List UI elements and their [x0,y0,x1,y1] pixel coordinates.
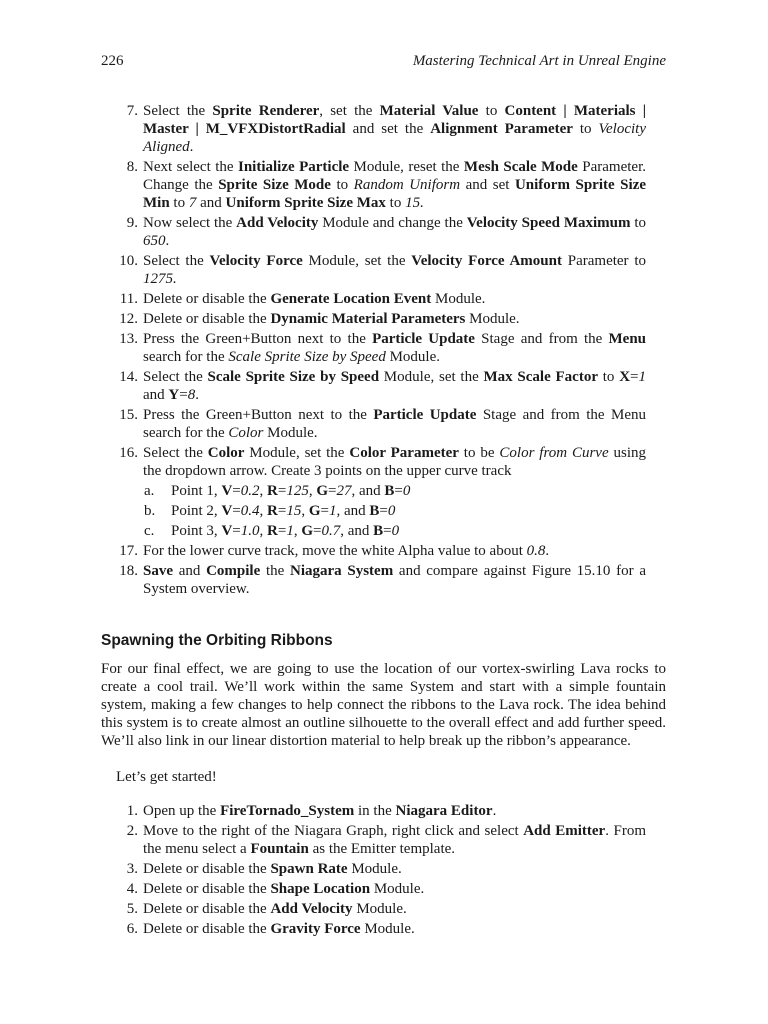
step-text [143,881,424,897]
step-item [101,802,646,820]
text-run: Press the Green+Button next to the [143,331,373,347]
step-text [143,803,496,819]
text-run: . From the menu select a [143,823,646,857]
text-run: Now select the [143,215,237,231]
text-run: . [492,803,497,819]
bold-term: Spawn Rate [270,861,348,877]
bold-term: Particle Update [373,407,477,423]
text-run: = [232,523,241,539]
bold-term: Velocity Force [209,253,303,269]
bold-term: Add Emitter [523,823,606,839]
step-item [101,920,646,938]
text-run: and set the [345,121,431,137]
step-text [143,543,549,559]
step-list-1 [101,102,646,600]
bold-term: G [308,503,321,519]
text-run: Point 3, [171,523,222,539]
bold-term: Uniform Sprite Size Max [225,195,386,211]
text-run: Stage and from the [474,331,609,347]
bold-term: Scale Sprite Size by Speed [207,369,380,385]
italic-value: Color from Curve [499,445,609,461]
bold-term: Sprite Size Mode [218,177,331,193]
step-item [101,900,646,918]
bold-term: Y [168,387,180,403]
running-title: Mastering Technical Art in Unreal Engine [412,53,666,69]
step-number: 6. [126,921,138,937]
sub-step-label: c. [144,523,155,539]
italic-value: 15. [405,195,424,211]
step-text [143,407,646,441]
italic-value: 1 [328,503,337,519]
text-run: Module. [370,881,425,897]
text-run: = [232,503,241,519]
text-run: , [293,523,302,539]
text-run: Open up the [143,803,221,819]
step-item [101,406,646,442]
text-run: = [277,483,287,499]
text-run: using the dropdown arrow. Create 3 points on the upper curve track [143,445,647,479]
bold-term: Velocity Speed Maximum [466,215,631,231]
step-number: 12. [119,311,138,327]
italic-value: 1 [286,523,294,539]
bold-term: FireTornado_System [220,803,355,819]
text-run: to [630,215,647,231]
step-number: 11. [119,291,138,307]
text-run: . [545,543,550,559]
bold-term: Dynamic Material Parameters [270,311,466,327]
italic-value: 7 [188,195,197,211]
text-run: and [173,563,207,579]
text-run: Select the [143,369,208,385]
bold-term: Add Velocity [270,901,353,917]
text-run: . [165,233,170,249]
step-text [143,369,646,403]
text-run: Module, set the [244,445,350,461]
italic-value: 1 [638,369,646,385]
bold-term: R [267,483,278,499]
italic-value: Random Uniform [353,177,461,193]
running-header [101,53,666,73]
step-text [143,563,646,597]
text-run: to [597,369,620,385]
step-text [143,901,407,917]
text-run: and compare against Figure 15.10 for a System overview. [143,563,646,597]
step-text [143,159,646,211]
step-item [101,368,646,404]
bold-term: R [267,523,278,539]
bold-term: G [316,483,328,499]
italic-value: 0 [402,483,411,499]
step-number: 7. [126,103,138,119]
bold-term: Uniform Sprite Size Min [143,177,647,211]
section-heading: Spawning the Orbiting Ribbons [101,632,333,649]
text-run: in the [354,803,396,819]
bold-term: Shape Location [270,881,371,897]
text-run: to be [458,445,500,461]
text-run: , [308,483,317,499]
bold-term: Alignment Parameter [430,121,573,137]
bold-term: Initialize Particle [237,159,350,175]
text-run: , set the [319,103,380,119]
bold-term: Color [207,445,245,461]
text-run: Point 1, [171,483,222,499]
step-number: 10. [119,253,138,269]
step-item [101,860,646,878]
step-item [101,290,646,308]
bold-term: Velocity Force Amount [411,253,562,269]
text-run: , and [336,503,370,519]
italic-value: 125 [286,483,309,499]
text-run: and [196,195,226,211]
step-item [101,444,646,540]
text-run: . [189,139,194,155]
text-run: Press the Green+Button next to the [143,407,374,423]
text-run: Delete or disable the [143,861,271,877]
sub-step-text [171,483,410,499]
bold-term: Particle Update [372,331,475,347]
italic-value: 0.4 [240,503,260,519]
text-run: = [179,387,188,403]
bold-term: Gravity Force [270,921,361,937]
bold-term: G [301,523,313,539]
text-run: Delete or disable the [143,921,271,937]
section-paragraph-2: Let’s get started! [116,769,217,785]
step-number: 4. [126,881,138,897]
text-run: Move to the right of the Niagara Graph, right click and select [143,823,524,839]
text-run: Module, set the [379,369,484,385]
text-run: Module. [385,349,440,365]
text-run: the [260,563,290,579]
step-number: 5. [126,901,138,917]
bold-term: B [384,483,395,499]
sub-step-item [143,482,646,500]
text-run: = [394,483,403,499]
bold-term: V [221,523,233,539]
bold-term: Max Scale Factor [483,369,598,385]
text-run: and [143,387,169,403]
sub-step-list [143,482,646,540]
step-item [101,542,646,560]
step-number: 17. [119,543,138,559]
bold-term: B [373,523,384,539]
step-item [101,214,646,250]
step-text [143,331,646,365]
text-run: . [195,387,199,403]
text-run: Module. [465,311,520,327]
bold-term: V [221,483,233,499]
text-run: and set [460,177,515,193]
step-item [101,880,646,898]
step-text [143,291,485,307]
text-run: Delete or disable the [143,881,271,897]
text-run: Module and change the [318,215,467,231]
step-number: 15. [119,407,138,423]
bold-term: Content | Materials | Master | M_VFXDistortRadial [143,103,647,137]
text-run: = [277,523,287,539]
italic-value: 0.8 [526,543,546,559]
step-item [101,310,646,328]
sub-step-text [171,503,395,519]
step-item [101,562,646,598]
italic-value: 8 [187,387,196,403]
step-item [101,822,646,858]
step-item [101,102,646,156]
sub-step-label: a. [144,483,155,499]
step-text [143,215,646,249]
bold-term: Menu [608,331,646,347]
italic-value: 0 [391,523,400,539]
page-number: 226 [101,53,124,69]
step-list-2 [101,802,646,940]
italic-value: Color [228,425,264,441]
italic-value: 0.7 [321,523,341,539]
sub-step-item [143,522,646,540]
step-number: 1. [126,803,138,819]
bold-term: V [221,503,233,519]
italic-value: 27 [336,483,352,499]
text-run: search for the [143,349,229,365]
bold-term: Niagara System [290,563,394,579]
italic-value: Scale Sprite Size by Speed [228,349,386,365]
text-run: = [312,523,322,539]
text-run: to [330,177,354,193]
step-text [143,823,646,857]
text-run: Delete or disable the [143,901,271,917]
italic-value: 650 [143,233,166,249]
italic-value: Velocity Aligned [143,121,646,155]
step-text [143,311,520,327]
bold-term: Generate Location Event [270,291,432,307]
text-run: = [630,369,639,385]
text-run: Parameter. Change the [143,159,646,193]
text-run: , and [340,523,374,539]
italic-value: 1.0 [240,523,260,539]
text-run: to [385,195,406,211]
text-run: , [259,523,267,539]
bold-term: Save [143,563,173,579]
step-item [101,252,646,288]
text-run: , [259,483,267,499]
text-run: , [301,503,309,519]
section-paragraph: For our final effect, we are going to use the location of our vortex-swirling Lava rocks to create a cool trail. We’ll work within the same System and start with a simple fountain system, making a few changes to help connect the ribbons to the Lava rock. The idea behind this system is to create almost an outline silhouette to the overall effect and add further speed. We’ll also link in our linear distortion material to help break up the ribbon’s appearance. [101,661,666,749]
text-run: Delete or disable the [143,311,271,327]
step-text [143,861,402,877]
text-run: Select the [143,445,208,461]
text-run: Module. [263,425,318,441]
text-run: to [572,121,599,137]
text-run: to [478,103,505,119]
step-text [143,253,646,287]
step-item [101,158,646,212]
text-run: Stage and from the Menu search for the [143,407,647,441]
text-run: = [320,503,329,519]
text-run: Delete or disable the [143,291,271,307]
text-run: to [169,195,189,211]
text-run: , [259,503,267,519]
step-number: 14. [119,369,138,385]
bold-term: Niagara Editor [395,803,493,819]
bold-term: Color Parameter [349,445,459,461]
bold-term: B [369,503,380,519]
text-run: = [379,503,388,519]
step-number: 13. [119,331,138,347]
text-run: Module. [360,921,415,937]
text-run: Module, reset the [349,159,464,175]
text-run: Module. [347,861,402,877]
step-text [143,103,646,155]
step-item [101,330,646,366]
step-number: 8. [126,159,138,175]
text-run: Next select the [143,159,238,175]
step-number: 9. [126,215,138,231]
text-run: as the Emitter template. [308,841,456,857]
text-run: = [232,483,241,499]
text-run: Select the [143,103,213,119]
step-text [143,445,646,479]
bold-term: Material Value [379,103,479,119]
text-run: = [383,523,392,539]
bold-term: Fountain [250,841,309,857]
text-run: Module, set the [302,253,412,269]
step-text [143,921,415,937]
italic-value: 15 [286,503,302,519]
italic-value: 1275. [143,271,177,287]
sub-step-item [143,502,646,520]
bold-term: X [619,369,631,385]
italic-value: 0 [387,503,396,519]
text-run: Module. [352,901,407,917]
bold-term: Mesh Scale Mode [463,159,578,175]
text-run: Point 2, [171,503,222,519]
text-run: For the lower curve track, move the white Alpha value to about [143,543,527,559]
bold-term: R [267,503,278,519]
sub-step-label: b. [144,503,156,519]
text-run: = [277,503,287,519]
step-number: 16. [119,445,138,461]
text-run: Select the [143,253,210,269]
text-run: = [327,483,337,499]
bold-term: Compile [206,563,261,579]
step-number: 3. [126,861,138,877]
bold-term: Sprite Renderer [212,103,320,119]
text-run: Parameter to [561,253,646,269]
step-number: 18. [119,563,138,579]
sub-step-text [171,523,399,539]
italic-value: 0.2 [240,483,260,499]
step-number: 2. [126,823,138,839]
text-run: , and [351,483,385,499]
text-run: Module. [431,291,486,307]
bold-term: Add Velocity [236,215,319,231]
